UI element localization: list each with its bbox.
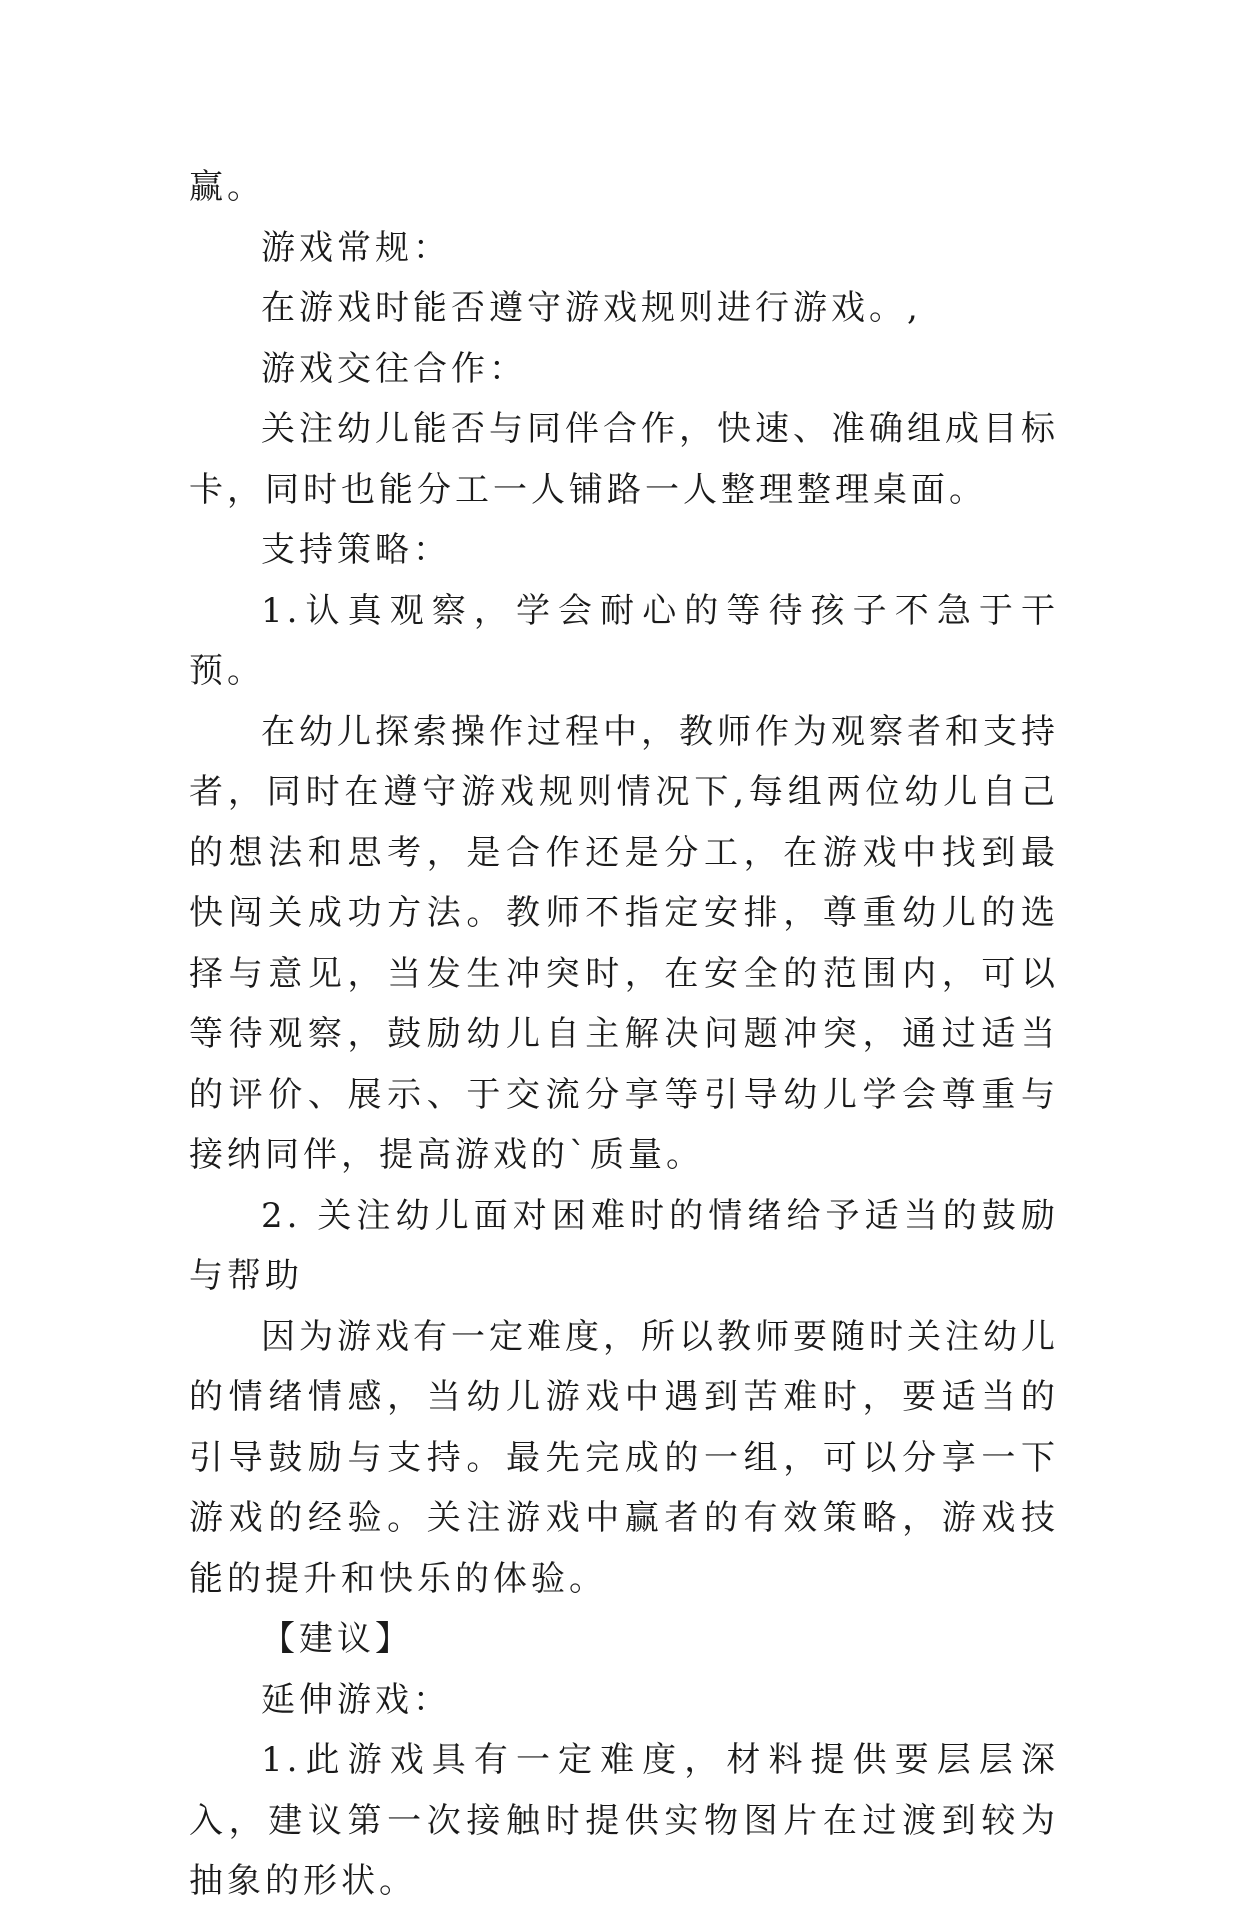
paragraph: 【建议】 [261, 1619, 413, 1659]
paragraph: 支持策略： [261, 530, 451, 570]
paragraph: 在游戏时能否遵守游戏规则进行游戏。, [261, 288, 922, 328]
paragraph: 因为游戏有一定难度，所以教师要随时关注幼儿的情绪情感，当幼儿游戏中遇到苦难时，要适当的引导鼓励与支持。最先完成的一组，可以分享一下游戏的经验。关注游戏中赢者的有效策略，游戏技能的提升和快乐的体验。 [189, 1316, 1059, 1599]
paragraph: 延伸游戏： [261, 1679, 451, 1720]
document-page [189, 157, 1059, 1912]
paragraph: 游戏交往合作： [261, 348, 527, 389]
paragraph: 1.此游戏具有一定难度，材料提供要层层深入，建议第一次接触时提供实物图片在过渡到较为抽象的形状。 [189, 1740, 1059, 1901]
paragraph: 1.认真观察，学会耐心的等待孩子不急于干预。 [189, 590, 1059, 691]
paragraph: 游戏常规： [261, 227, 451, 268]
paragraph: 在幼儿探索操作过程中，教师作为观察者和支持者，同时在遵守游戏规则情况下,每组两位幼儿自己的想法和思考，是合作还是分工，在游戏中找到最快闯关成功方法。教师不指定安排，尊重幼儿的选择与意见，当发生冲突时，在安全的范围内，可以等待观察，鼓励幼儿自主解决问题冲突，通过适当的评价、展示、于交流分享等引导幼儿学会尊重与接纳同伴，提高游戏的`质量。 [189, 711, 1059, 1175]
paragraph: 关注幼儿能否与同伴合作，快速、准确组成目标卡，同时也能分工一人铺路一人整理整理桌面。 [189, 409, 1059, 510]
paragraph: 赢。 [189, 167, 265, 207]
paragraph: 2. 关注幼儿面对困难时的情绪给予适当的鼓励与帮助 [189, 1195, 1059, 1296]
